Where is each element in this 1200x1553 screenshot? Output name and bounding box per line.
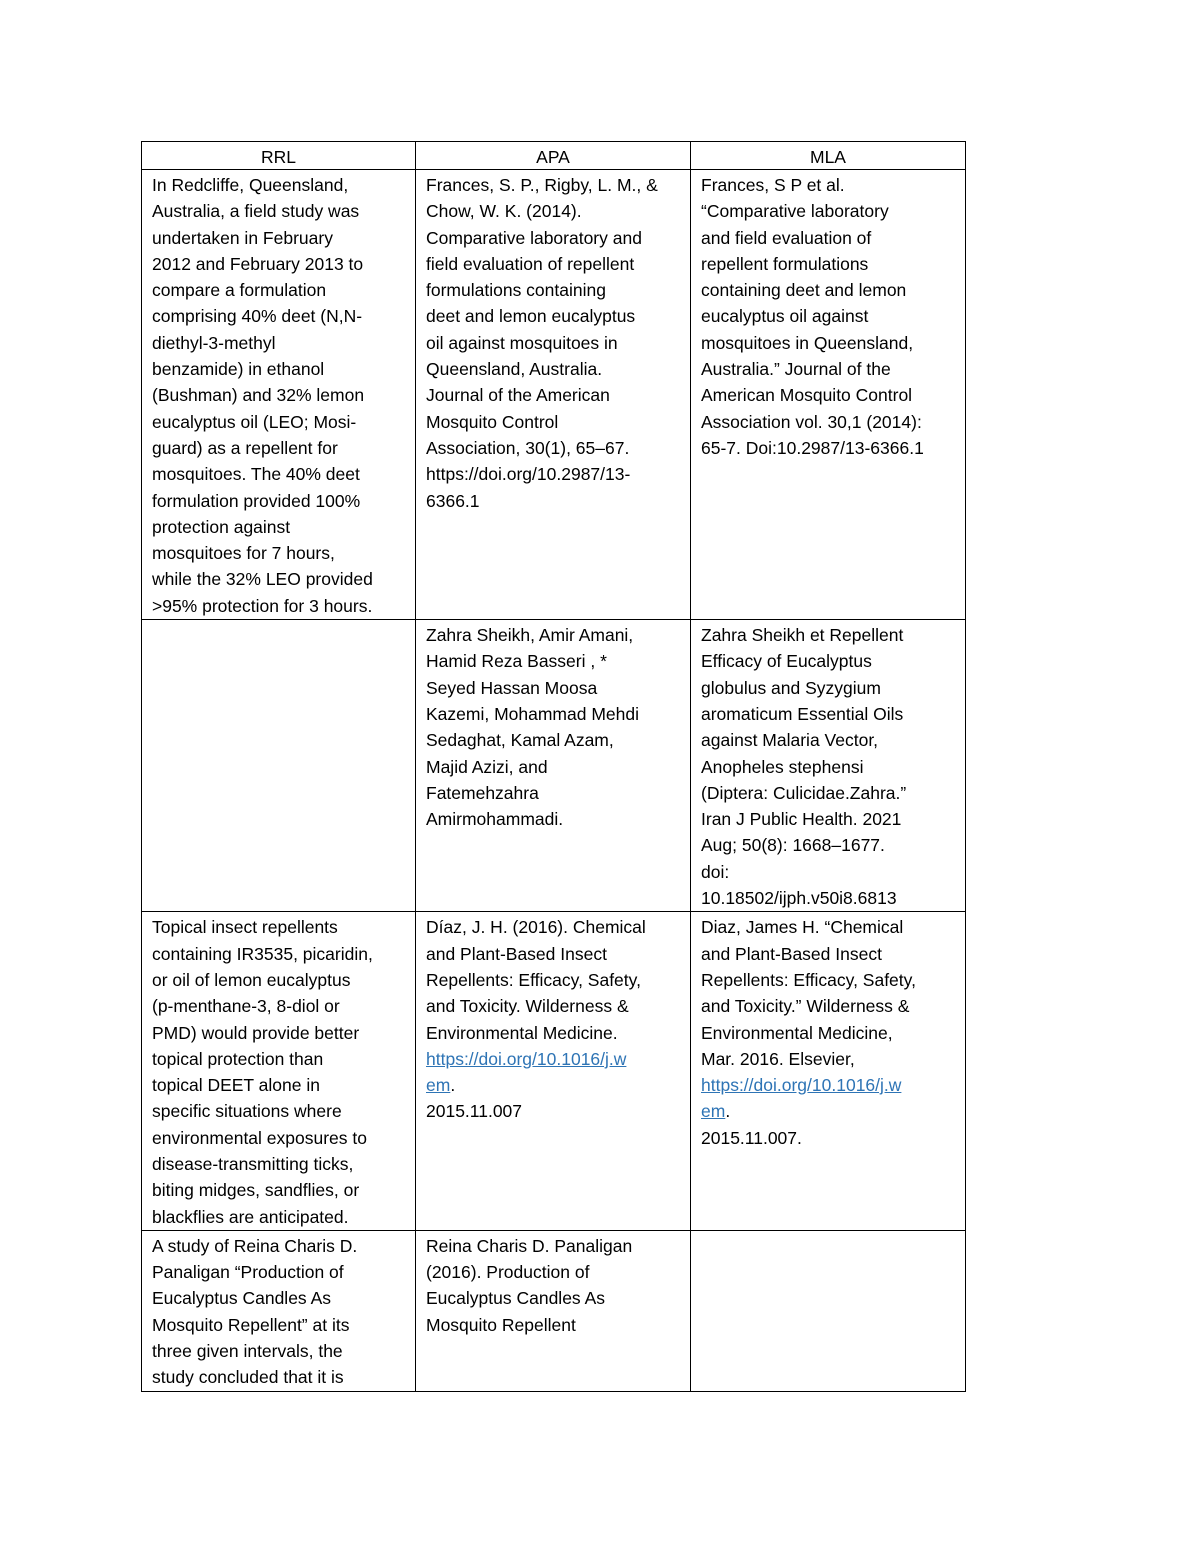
rrl-cell xyxy=(142,170,416,620)
text-line: (Bushman) and 32% lemon xyxy=(152,385,365,406)
text-line: Efficacy of Eucalyptus xyxy=(701,651,872,672)
text-line: Zahra Sheikh et Repellent xyxy=(701,625,904,646)
text-line: Frances, S. P., Rigby, L. M., & xyxy=(426,175,658,195)
text-line: topical protection than xyxy=(152,1048,324,1069)
text-line: Environmental Medicine, xyxy=(701,1022,893,1043)
rrl-cell xyxy=(142,912,416,1231)
text-line: undertaken in February xyxy=(152,227,333,248)
text-line: Repellents: Efficacy, Safety, xyxy=(701,969,916,990)
text-line: Environmental Medicine. xyxy=(426,1022,618,1043)
text-line: and field evaluation of xyxy=(701,227,872,248)
text-line: environmental exposures to xyxy=(152,1127,367,1148)
text-line: https://doi.org/10.2987/13- xyxy=(426,464,631,485)
text-line: and Plant-Based Insect xyxy=(701,943,882,964)
text-line: doi: xyxy=(701,861,730,882)
text-line: formulation provided 100% xyxy=(152,490,361,511)
text-line: disease-transmitting ticks, xyxy=(152,1153,354,1174)
text-line: mosquitoes in Queensland, xyxy=(701,332,914,353)
text-line: Australia, a field study was xyxy=(152,201,360,222)
text-line: and Toxicity.” Wilderness & xyxy=(701,996,910,1017)
apa-cell xyxy=(416,1230,691,1391)
text-line: Fatemehzahra xyxy=(426,782,539,803)
text-line: Anopheles stephensi xyxy=(701,756,864,777)
text-line: (2016). Production of xyxy=(426,1262,590,1283)
text-line: 2012 and February 2013 to xyxy=(152,253,364,274)
text-line: A study of Reina Charis D. xyxy=(152,1235,358,1256)
header-rrl: RRL xyxy=(142,142,416,170)
apa-citation-text xyxy=(426,914,680,1045)
reference-table xyxy=(141,141,966,1392)
text-line: PMD) would provide better xyxy=(152,1022,360,1043)
table-row xyxy=(142,170,966,620)
text-line: Mosquito Control xyxy=(426,411,559,432)
text-line: while the 32% LEO provided xyxy=(152,569,373,590)
text-line: diethyl-3-methyl xyxy=(152,332,276,353)
text-line: Association, 30(1), 65–67. xyxy=(426,437,630,458)
text-line: “Comparative laboratory xyxy=(701,201,889,222)
text-line: Journal of the American xyxy=(426,385,610,406)
header-mla: MLA xyxy=(691,142,966,170)
mla-doi-link-end[interactable]: em xyxy=(701,1101,726,1122)
text-line: Topical insect repellents xyxy=(152,917,338,938)
mla-citation-text xyxy=(701,914,955,1072)
text-line: American Mosquito Control xyxy=(701,385,913,406)
text-line: Repellents: Efficacy, Safety, xyxy=(426,969,641,990)
text-line: Queensland, Australia. xyxy=(426,359,603,380)
mla-citation-tail xyxy=(701,1125,955,1151)
apa-doi-link[interactable]: https://doi.org/10.1016/j.w xyxy=(426,1048,627,1069)
text-line: Mosquito Repellent xyxy=(426,1314,576,1335)
text-line: repellent formulations xyxy=(701,253,869,274)
text-line: and Toxicity. Wilderness & xyxy=(426,996,629,1017)
text-line: Reina Charis D. Panaligan xyxy=(426,1235,633,1256)
text-line: Australia.” Journal of the xyxy=(701,359,891,380)
text-line: Zahra Sheikh, Amir Amani, xyxy=(426,625,634,646)
text-line: and Plant-Based Insect xyxy=(426,943,607,964)
apa-citation-tail xyxy=(426,1098,680,1124)
apa-doi-link-end[interactable]: em xyxy=(426,1075,451,1096)
text-line: Eucalyptus Candles As xyxy=(426,1288,605,1309)
text-line: biting midges, sandflies, or xyxy=(152,1180,360,1201)
text-line: topical DEET alone in xyxy=(152,1075,320,1096)
header-apa: APA xyxy=(416,142,691,170)
rrl-cell xyxy=(142,620,416,912)
text-line: 2015.11.007 xyxy=(426,1101,523,1122)
mla-doi-link[interactable]: https://doi.org/10.1016/j.w xyxy=(701,1075,902,1096)
text-line: Panaligan “Production of xyxy=(152,1262,344,1283)
text-line: or oil of lemon eucalyptus xyxy=(152,969,351,990)
rrl-cell xyxy=(142,1230,416,1391)
text-line: Mosquito Repellent” at its xyxy=(152,1314,350,1335)
text-line: 6366.1 xyxy=(426,490,480,511)
text-line: blackflies are anticipated. xyxy=(152,1206,349,1227)
text-line: formulations containing xyxy=(426,280,606,301)
table-row xyxy=(142,912,966,1231)
text-line: eucalyptus oil (LEO; Mosi- xyxy=(152,411,357,432)
table-row xyxy=(142,620,966,912)
text-line: containing deet and lemon xyxy=(701,280,907,301)
text-line: Association vol. 30,1 (2014): xyxy=(701,411,922,432)
text-line: 65-7. Doi:10.2987/13-6366.1 xyxy=(701,437,924,458)
mla-cell xyxy=(691,170,966,620)
text-line: (Diptera: Culicidae.Zahra.” xyxy=(701,782,907,803)
text-line: compare a formulation xyxy=(152,280,327,301)
text-line: Díaz, J. H. (2016). Chemical xyxy=(426,917,646,938)
text-line: three given intervals, the xyxy=(152,1341,343,1362)
mla-cell xyxy=(691,912,966,1231)
text-line: containing IR3535, picaridin, xyxy=(152,943,373,964)
mla-cell xyxy=(691,620,966,912)
text-line: Seyed Hassan Moosa xyxy=(426,677,598,698)
apa-doi-link-line-2[interactable]: em. xyxy=(426,1075,456,1096)
apa-cell xyxy=(416,170,691,620)
apa-cell xyxy=(416,912,691,1231)
header-row xyxy=(142,142,966,170)
text-line: protection against xyxy=(152,516,291,537)
text-line: Iran J Public Health. 2021 xyxy=(701,809,902,830)
text-line: In Redcliffe, Queensland, xyxy=(152,175,349,195)
apa-doi-link-line[interactable] xyxy=(426,1046,680,1072)
text-line: Aug; 50(8): 1668–1677. xyxy=(701,835,885,856)
text-line: mosquitoes. The 40% deet xyxy=(152,464,360,485)
text-line: comprising 40% deet (N,N- xyxy=(152,306,363,327)
text-line: Eucalyptus Candles As xyxy=(152,1288,331,1309)
text-line: Chow, W. K. (2014). xyxy=(426,201,582,222)
mla-cell xyxy=(691,1230,966,1391)
text-line: specific situations where xyxy=(152,1101,342,1122)
text-line: Amirmohammadi. xyxy=(426,809,564,830)
text-line: Sedaghat, Kamal Azam, xyxy=(426,730,614,751)
text-line: Frances, S P et al. xyxy=(701,175,845,195)
text-line: (p-menthane-3, 8-diol or xyxy=(152,996,340,1017)
text-line: >95% protection for 3 hours. xyxy=(152,595,373,616)
text-line: field evaluation of repellent xyxy=(426,253,635,274)
mla-doi-link-line[interactable] xyxy=(701,1072,955,1098)
apa-cell xyxy=(416,620,691,912)
text-line: against Malaria Vector, xyxy=(701,730,879,751)
table-row xyxy=(142,1230,966,1391)
text-line: aromaticum Essential Oils xyxy=(701,703,904,724)
text-line: Majid Azizi, and xyxy=(426,756,548,777)
text-line: benzamide) in ethanol xyxy=(152,359,325,380)
mla-doi-link-line-2[interactable]: em. xyxy=(701,1101,731,1122)
text-line: Mar. 2016. Elsevier, xyxy=(701,1048,855,1069)
text-line: Hamid Reza Basseri , * xyxy=(426,651,607,672)
text-line: oil against mosquitoes in xyxy=(426,332,618,353)
text-line: study concluded that it is xyxy=(152,1367,344,1388)
text-line: Comparative laboratory and xyxy=(426,227,642,248)
text-line: eucalyptus oil against xyxy=(701,306,869,327)
text-line: globulus and Syzygium xyxy=(701,677,881,698)
text-line: 10.18502/ijph.v50i8.6813 xyxy=(701,888,897,909)
text-line: 2015.11.007. xyxy=(701,1127,802,1148)
text-line: deet and lemon eucalyptus xyxy=(426,306,636,327)
text-line: Diaz, James H. “Chemical xyxy=(701,917,904,938)
text-line: mosquitoes for 7 hours, xyxy=(152,543,335,564)
text-line: Kazemi, Mohammad Mehdi xyxy=(426,703,639,724)
text-line: guard) as a repellent for xyxy=(152,437,338,458)
